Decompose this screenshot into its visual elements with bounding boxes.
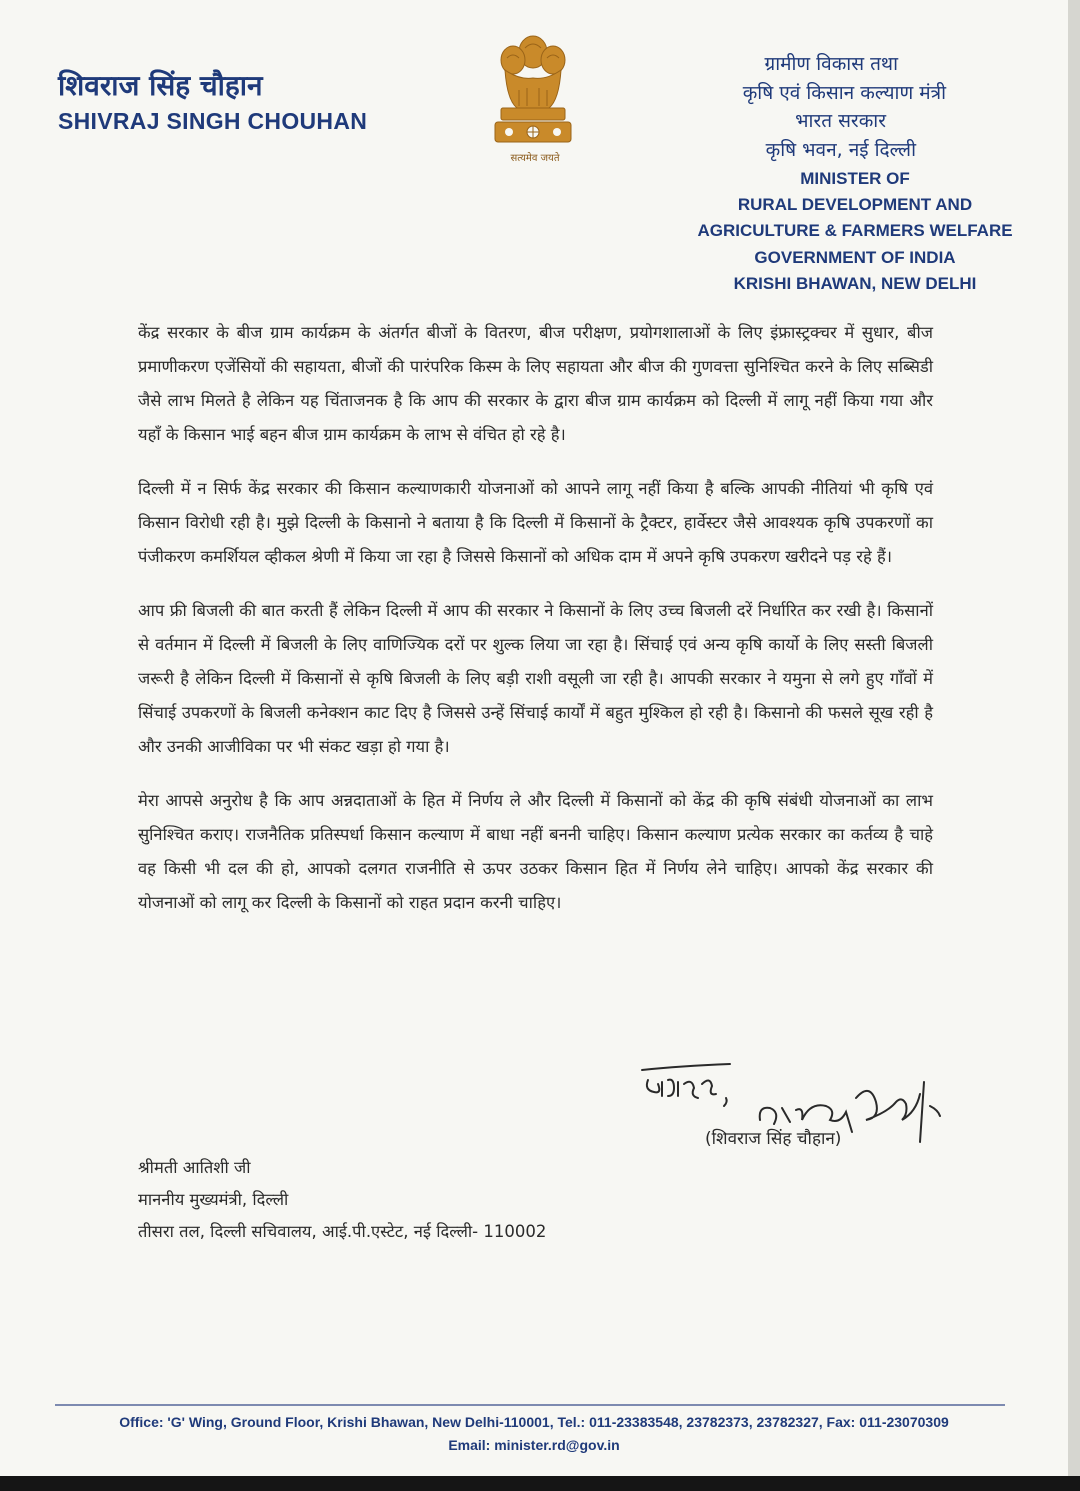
designation-hindi-block — [586, 50, 946, 164]
recipient-line: श्रीमती आतिशी जी — [138, 1158, 251, 1177]
designation-english-line: GOVERNMENT OF INDIA — [754, 247, 956, 267]
recipient-line: तीसरा तल, दिल्ली सचिवालय, आई.पी.एस्टेट, नई दिल्ली- 110002 — [138, 1222, 547, 1241]
designation-hindi-line: भारत सरकार — [795, 110, 886, 132]
minister-name-english: SHIVRAJ SINGH CHOUHAN — [58, 108, 368, 134]
signatory-name: (शिवराज सिंह चौहान) — [705, 1129, 842, 1149]
footer-office-address: Office: 'G' Wing, Ground Floor, Krishi Bhawan, New Delhi-110001, Tel.: 011-23383548, 23782373, 23782327, Fax: 011-23070309 — [119, 1414, 949, 1430]
designation-hindi-line: कृषि एवं किसान कल्याण मंत्री — [742, 81, 946, 104]
emblem-motto: सत्यमेव जयते — [510, 153, 560, 164]
footer-divider — [55, 1404, 1005, 1406]
body-paragraph: दिल्ली में न सिर्फ केंद्र सरकार की किसान कल्याणकारी योजनाओं को आपने लागू नहीं किया है बल्कि आपकी नीतियां भी कृषि एवं किसान विरोधी रही है। मुझे दिल्ली के किसानो ने बताया है कि दिल्ली में किसानों के ट्रैक्टर, हार्वेस्टर जैसे आवश्यक कृषि उपकरणों का पंजीकरण कमर्शियल व्हीकल श्रेणी में किया जा रहा है जिससे किसानों को अधिक दाम में अपने कृषि उपकरण खरीदने पड़ रहे हैं। — [138, 479, 933, 566]
designation-english-line: AGRICULTURE & FARMERS WELFARE — [697, 221, 1013, 241]
designation-english-block — [690, 166, 1020, 297]
body-paragraph: आप फ्री बिजली की बात करती हैं लेकिन दिल्ली में आप की सरकार ने किसानों के लिए उच्च बिजली दरें निर्धारित कर रखी है। किसानों से वर्तमान में दिल्ली में बिजली के लिए वाणिज्यिक दरों पर शुल्क लिया जा रहा है। सिंचाई एवं अन्य कृषि कार्यो के लिए सस्ती बिजली जरूरी है लेकिन दिल्ली में किसानों से कृषि बिजली के लिए बड़ी राशी वसूली जा रही है। आपकी सरकार ने यमुना से लगे हुए गाँवों में सिंचाई उपकरणों के बिजली कनेक्शन काट दिए है जिससे उन्हें सिंचाई कार्यों में बहुत मुश्किल हो रही है। किसानो की फसले सूख रही है और उनकी आजीविका पर भी संकट खड़ा हो गया है। — [138, 601, 933, 756]
designation-english-line: MINISTER OF — [800, 169, 910, 188]
background-edge — [1068, 0, 1080, 1491]
body-paragraph: मेरा आपसे अनुरोध है कि आप अन्नदाताओं के हित में निर्णय ले और दिल्ली में किसानों को केंद्र की कृषि संबंधी योजनाओं का लाभ सुनिश्चित कराए। राजनैतिक प्रतिस्पर्धा किसान कल्याण में बाधा नहीं बननी चाहिए। किसान कल्याण प्रत्येक सरकार का कर्तव्य है चाहे वह किसी भी दल की हो, आपको दलगत राजनीति से ऊपर उठकर किसान हित में निर्णय लेने चाहिए। आपको केंद्र सरकार की योजनाओं को लागू कर दिल्ली के किसानों को राहत प्रदान करनी चाहिए। — [138, 791, 933, 912]
designation-english-line: RURAL DEVELOPMENT AND — [737, 195, 973, 215]
national-emblem-icon — [487, 30, 579, 148]
designation-english-line: KRISHI BHAWAN, NEW DELHI — [733, 273, 977, 293]
letter-body — [138, 316, 933, 940]
footer-email: Email: minister.rd@gov.in — [448, 1437, 620, 1453]
recipient-block — [138, 1152, 546, 1248]
minister-name-hindi: शिवराज सिंह चौहान — [58, 69, 263, 102]
recipient-line: माननीय मुख्यमंत्री, दिल्ली — [138, 1190, 289, 1209]
body-paragraph: केंद्र सरकार के बीज ग्राम कार्यक्रम के अंतर्गत बीजों के वितरण, बीज परीक्षण, प्रयोगशालाओं के लिए इंफ्रास्ट्रक्चर में सुधार, बीज प्रमाणीकरण एजेंसियों की सहायता, बीजों की पारंपरिक किस्म के लिए सहायता और बीज की गुणवत्ता सुनिश्चित करने के लिए सब्सिडी जैसे लाभ मिलते है लेकिन यह चिंताजनक है कि आप की सरकार के द्वारा बीज ग्राम कार्यक्रम को दिल्ली में लागू नहीं किया गया और यहाँ के किसान भाई बहन बीज ग्राम कार्यक्रम के लाभ से वंचित हो रहे है। — [138, 323, 933, 444]
background-edge-bottom — [0, 1476, 1080, 1491]
signature-block — [640, 1062, 960, 1162]
designation-hindi-line: ग्रामीण विकास तथा — [764, 53, 898, 75]
designation-hindi-line: कृषि भवन, नई दिल्ली — [765, 138, 916, 161]
